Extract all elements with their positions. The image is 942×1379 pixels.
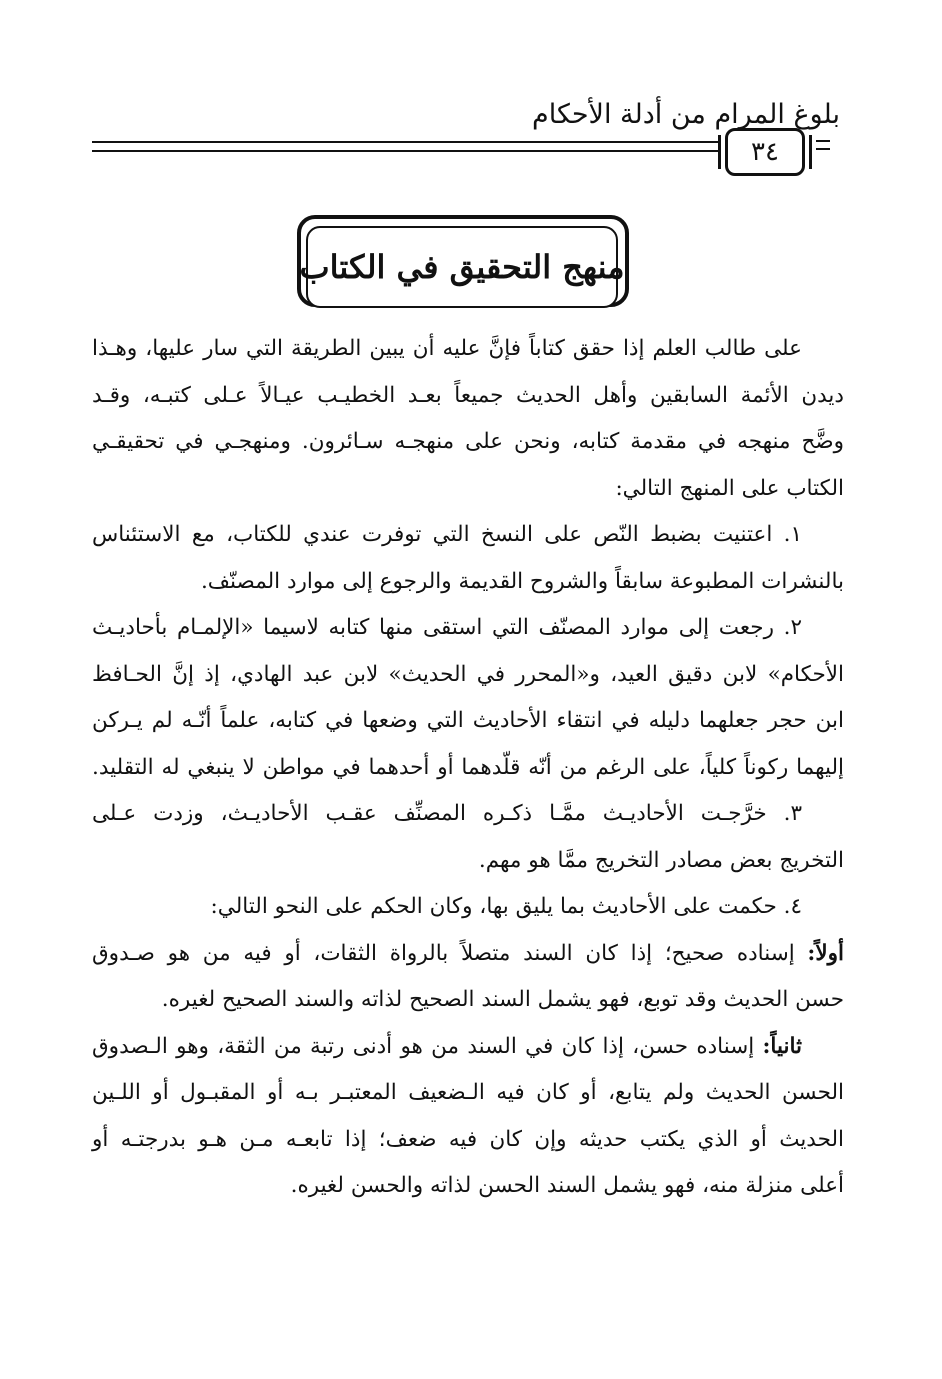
text-line: الكتاب على المنهج التالي: <box>615 475 844 501</box>
text-line: إليهما ركوناً كلياً، على الرغم من أنّه قلّدهما أو أحدهما في مواطن لا ينبغي له التقليد. <box>92 754 844 780</box>
text-line <box>92 1024 844 1071</box>
header-rule-left-top <box>92 141 720 143</box>
label-second: ثانياً: <box>762 1033 802 1059</box>
text-line: الحديث أو الذي يكتب حديثه وإن كان فيه ضعف؛ إذا تابعـه مـن هـو بدرجتـه أو <box>92 1126 844 1152</box>
label-first: أولاً: <box>807 940 844 966</box>
text-line: بالنشرات المطبوعة سابقاً والشروح القديمة والرجوع إلى موارد المصنّف. <box>200 568 844 594</box>
text-line: حسن الحديث وقد توبع، فهو يشمل السند الصحيح لذاته والسند الصحيح لغيره. <box>161 987 844 1012</box>
header-rule-left-bottom <box>92 150 720 152</box>
text-line: ٣. خرَّجـت الأحاديـث ممَّـا ذكـره المصنِّف عقـب الأحاديـث، وزدت عـلى <box>92 801 802 826</box>
page-number-box <box>725 128 805 176</box>
text-segment: إسناده صحيح؛ إذا كان السند متصلاً بالرواة الثقات، أو فيه من هو صـدوق <box>92 940 795 966</box>
section-title-frame <box>299 226 625 308</box>
text-segment: إسناده حسن، إذا كان في السند من هو أدنى رتبة من الثقة، وهو الـصدوق <box>92 1033 755 1059</box>
text-line <box>92 931 844 978</box>
text-line: ٤. حكمت على الأحاديث بما يليق بها، وكان الحكم على النحو التالي: <box>210 894 802 919</box>
text-line: التخريج بعض مصادر التخريج ممَّا هو مهم. <box>478 847 844 873</box>
text-line: على طالب العلم إذا حقق كتاباً فإنَّ عليه أن يبين الطريقة التي سار عليها، وهـذا <box>92 336 802 361</box>
book-title: بلوغ المرام من أدلة الأحكام <box>532 99 840 130</box>
text-line: ٢. رجعت إلى موارد المصنّف التي استقى منها كتابه لاسيما «الإلمـام بأحاديـث <box>92 615 802 640</box>
text-line: ١. اعتنيت بضبط النّص على النسخ التي توفرت عندي للكتاب، مع الاستئناس <box>92 522 802 547</box>
text-line: ديدن الأئمة السابقين وأهل الحديث جميعاً بعـد الخطيـب عيـالاً عـلى كتبـه، وقـد <box>92 382 844 408</box>
text-line: الحسن الحديث ولم يتابع، أو كان فيه الـضعيف المعتبـر بـه أو المقبـول أو اللـين <box>92 1080 844 1105</box>
text-line: أعلى منزلة منه، فهو يشمل السند الحسن لذاته والحسن لغيره. <box>290 1173 844 1198</box>
text-line: وضَّح منهجه في مقدمة كتابه، ونحن على منهجـه سـائرون. ومنهجـي في تحقيقـي <box>92 429 844 454</box>
text-line: ابن حجر جعلهما دليله في انتقاء الأحاديث التي وضعها في كتابه، علماً أنّـه لم يـركن <box>92 708 844 733</box>
page-number: ٣٤ <box>751 137 779 167</box>
body-text <box>92 326 844 1210</box>
header-rule-right-mark <box>816 140 830 150</box>
text-line: الأحكام» لابن دقيق العيد، و«المحرر في الحديث» لابن عبد الهادي، إذ إنَّ الحـافظ <box>92 661 844 687</box>
section-title: منهج التحقيق في الكتاب <box>299 248 625 286</box>
